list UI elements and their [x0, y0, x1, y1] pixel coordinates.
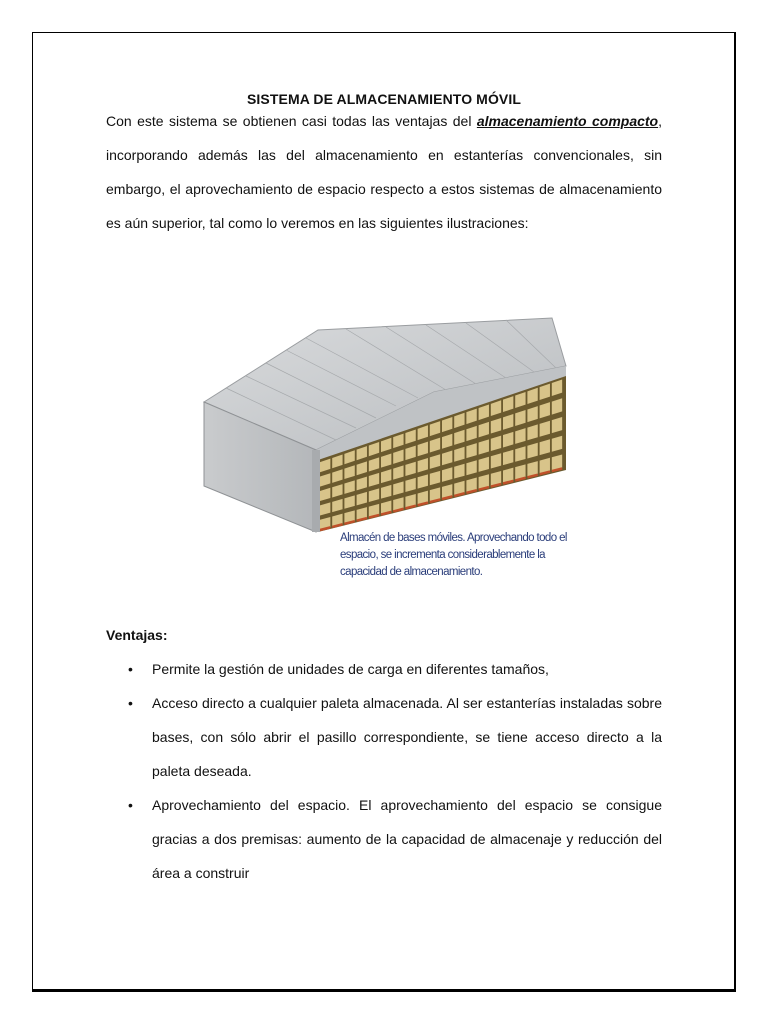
intro-text-post: , incorporando además las del almacenamiento en estanterías convencionales, sin embargo, el aprovechamiento de espacio respecto a estos sistemas de almacenamiento es aún superior, tal como lo veremos en las siguientes ilustraciones:	[106, 113, 662, 231]
intro-paragraph	[106, 104, 662, 240]
list-item-text: Acceso directo a cualquier paleta almacenada. Al ser estanterías instaladas sobre bases, con sólo abrir el pasillo correspondiente, se tiene acceso directo a la paleta deseada.	[152, 695, 662, 779]
intro-emphasis: almacenamiento compacto	[476, 113, 659, 129]
bullet-icon: •	[128, 661, 133, 677]
list-item-text: Aprovechamiento del espacio. El aprovechamiento del espacio se consigue gracias a dos premisas: aumento de la capacidad de almacenaje y reducción del área a construir	[152, 797, 662, 881]
list-item	[106, 652, 662, 686]
list-item	[106, 788, 662, 890]
list-item	[106, 686, 662, 788]
bullet-icon: •	[128, 797, 133, 813]
ventajas-list	[106, 652, 662, 890]
list-item-text: Permite la gestión de unidades de carga en diferentes tamaños,	[152, 661, 549, 677]
document-title: SISTEMA DE ALMACENAMIENTO MÓVIL	[246, 91, 522, 107]
ventajas-heading: Ventajas:	[106, 627, 168, 643]
intro-text-pre: Con este sistema se obtienen casi todas las ventajas del	[106, 113, 477, 129]
figure-caption: Almacén de bases móviles. Aprovechando todo el espacio, se incrementa considerablemente la capacidad de almacenamiento.	[340, 532, 567, 578]
bullet-icon: •	[128, 695, 133, 711]
